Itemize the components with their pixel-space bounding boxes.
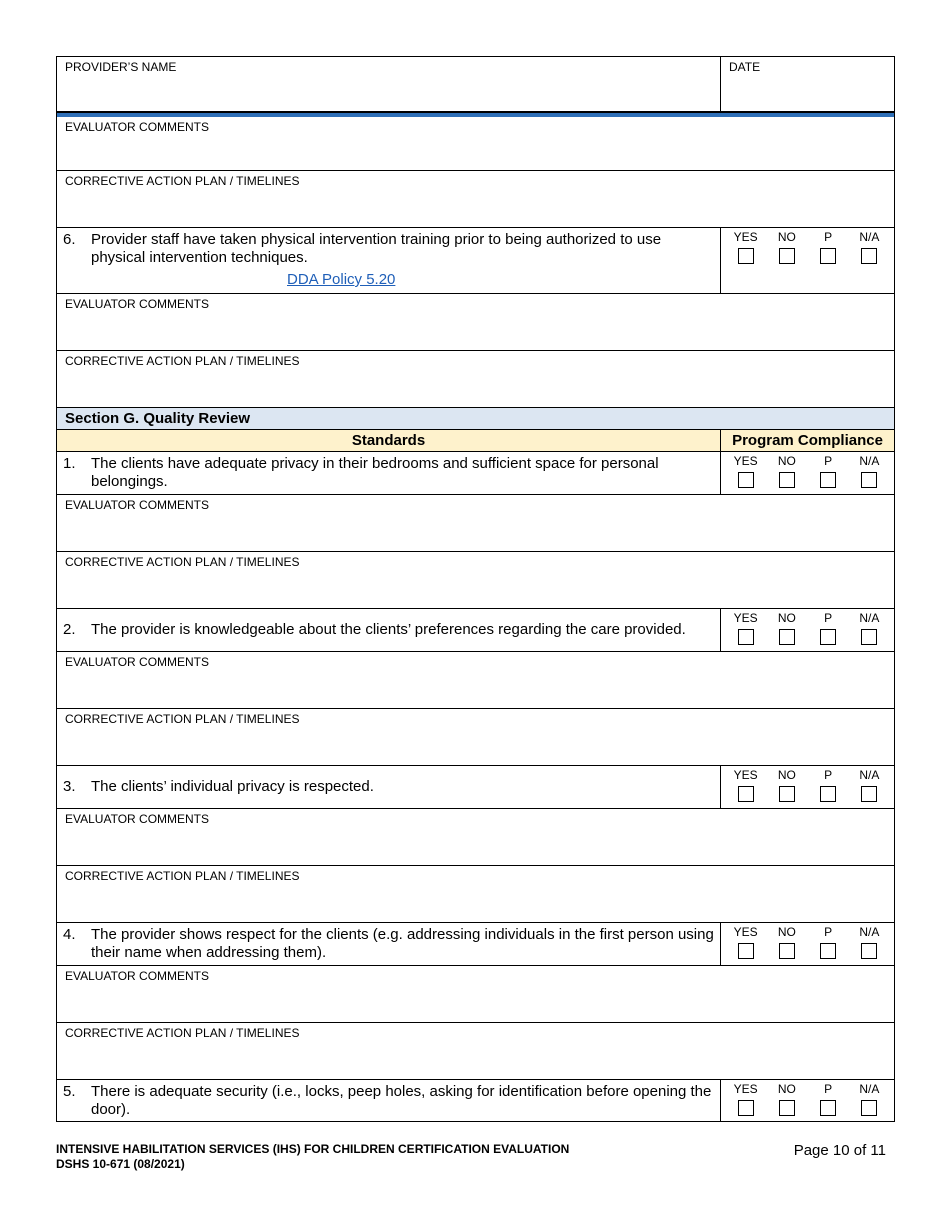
provider-name-field[interactable]	[57, 57, 721, 111]
yes-checkbox[interactable]	[738, 1100, 754, 1116]
standard-text: The clients have adequate privacy in their bedrooms and sufficient space for personal belongings.	[91, 455, 659, 490]
standard-row-6	[56, 228, 895, 294]
compliance-options	[721, 609, 894, 651]
evaluator-comments-field[interactable]	[56, 117, 895, 171]
date-label: DATE	[729, 60, 761, 74]
date-field[interactable]	[721, 57, 894, 111]
standard-number: 4.	[63, 926, 76, 943]
yes-label: YES	[733, 768, 758, 782]
standard-row-2	[56, 609, 895, 652]
na-checkbox[interactable]	[861, 629, 877, 645]
partial-label: P	[824, 768, 833, 782]
compliance-options	[721, 766, 894, 808]
standard-text-cell	[57, 228, 721, 293]
no-checkbox[interactable]	[779, 943, 795, 959]
standard-text: The provider is knowledgeable about the clients’ preferences regarding the care provided.	[91, 621, 686, 638]
no-label: NO	[777, 611, 796, 625]
partial-checkbox[interactable]	[820, 943, 836, 959]
corrective-action-label: CORRECTIVE ACTION PLAN / TIMELINES	[65, 1026, 300, 1040]
yes-label: YES	[733, 230, 758, 244]
dda-policy-link[interactable]: DDA Policy 5.20	[287, 271, 396, 288]
standard-text-cell	[57, 923, 721, 965]
na-checkbox[interactable]	[861, 248, 877, 264]
provider-name-label: PROVIDER’S NAME	[65, 60, 177, 74]
evaluator-comments-field[interactable]	[56, 652, 895, 709]
corrective-action-label: CORRECTIVE ACTION PLAN / TIMELINES	[65, 869, 300, 883]
evaluator-comments-label: EVALUATOR COMMENTS	[65, 297, 210, 311]
corrective-action-label: CORRECTIVE ACTION PLAN / TIMELINES	[65, 174, 300, 188]
evaluator-comments-field[interactable]	[56, 809, 895, 866]
na-checkbox[interactable]	[861, 943, 877, 959]
footer-title: INTENSIVE HABILITATION SERVICES (IHS) FOR CHILDREN CERTIFICATION EVALUATION	[56, 1142, 570, 1156]
standard-text: There is adequate security (i.e., locks, peep holes, asking for identification before opening the door).	[91, 1083, 712, 1118]
compliance-options	[721, 452, 894, 494]
standard-text-cell	[57, 766, 721, 808]
corrective-action-label: CORRECTIVE ACTION PLAN / TIMELINES	[65, 555, 300, 569]
yes-label: YES	[733, 611, 758, 625]
na-label: N/A	[859, 454, 880, 468]
corrective-action-field[interactable]	[56, 866, 895, 923]
partial-label: P	[824, 230, 833, 244]
standard-number: 2.	[63, 621, 76, 638]
na-label: N/A	[859, 768, 880, 782]
standard-row-3	[56, 766, 895, 809]
section-title	[56, 408, 895, 430]
yes-checkbox[interactable]	[738, 786, 754, 802]
yes-label: YES	[733, 1082, 758, 1096]
compliance-options	[721, 228, 894, 293]
evaluator-comments-field[interactable]	[56, 966, 895, 1023]
evaluator-comments-field[interactable]	[56, 495, 895, 552]
evaluator-comments-label: EVALUATOR COMMENTS	[65, 969, 210, 983]
standard-text: The provider shows respect for the clients (e.g. addressing individuals in the first person using their name when addressing them).	[91, 926, 714, 961]
standard-row-4	[56, 923, 895, 966]
partial-label: P	[824, 925, 833, 939]
partial-checkbox[interactable]	[820, 248, 836, 264]
no-checkbox[interactable]	[779, 472, 795, 488]
no-label: NO	[777, 230, 796, 244]
provider-header	[56, 56, 895, 113]
evaluator-comments-label: EVALUATOR COMMENTS	[65, 655, 210, 669]
standard-text-cell	[57, 1080, 721, 1121]
partial-checkbox[interactable]	[820, 472, 836, 488]
no-label: NO	[777, 454, 796, 468]
yes-checkbox[interactable]	[738, 248, 754, 264]
standard-number: 6.	[63, 231, 76, 248]
form-sheet	[56, 56, 895, 1122]
partial-checkbox[interactable]	[820, 1100, 836, 1116]
corrective-action-field[interactable]	[56, 351, 895, 408]
no-checkbox[interactable]	[779, 629, 795, 645]
no-checkbox[interactable]	[779, 248, 795, 264]
no-label: NO	[777, 925, 796, 939]
compliance-options	[721, 923, 894, 965]
compliance-header: Program Compliance	[732, 432, 883, 449]
standard-text: The clients’ individual privacy is respected.	[91, 778, 374, 795]
na-label: N/A	[859, 1082, 880, 1096]
standard-row-1	[56, 452, 895, 495]
evaluator-comments-label: EVALUATOR COMMENTS	[65, 120, 210, 134]
page-footer	[56, 1142, 886, 1172]
na-label: N/A	[859, 230, 880, 244]
standard-text-cell	[57, 609, 721, 651]
corrective-action-field[interactable]	[56, 552, 895, 609]
evaluator-comments-field[interactable]	[56, 294, 895, 351]
na-label: N/A	[859, 611, 880, 625]
na-label: N/A	[859, 925, 880, 939]
standards-header: Standards	[57, 430, 721, 451]
corrective-action-label: CORRECTIVE ACTION PLAN / TIMELINES	[65, 712, 300, 726]
corrective-action-label: CORRECTIVE ACTION PLAN / TIMELINES	[65, 354, 300, 368]
yes-checkbox[interactable]	[738, 629, 754, 645]
corrective-action-field[interactable]	[56, 171, 895, 228]
compliance-options	[721, 1080, 894, 1121]
no-checkbox[interactable]	[779, 1100, 795, 1116]
partial-label: P	[824, 1082, 833, 1096]
standard-number: 5.	[63, 1083, 76, 1100]
na-checkbox[interactable]	[861, 1100, 877, 1116]
corrective-action-field[interactable]	[56, 709, 895, 766]
partial-checkbox[interactable]	[820, 629, 836, 645]
yes-label: YES	[733, 925, 758, 939]
partial-label: P	[824, 454, 833, 468]
footer-form-number: DSHS 10-671 (08/2021)	[56, 1157, 185, 1171]
corrective-action-field[interactable]	[56, 1023, 895, 1080]
section-title-text: Section G. Quality Review	[65, 410, 251, 427]
standards-header-row	[56, 430, 895, 452]
partial-label: P	[824, 611, 833, 625]
standard-text-cell	[57, 452, 721, 494]
evaluator-comments-label: EVALUATOR COMMENTS	[65, 812, 210, 826]
standard-number: 1.	[63, 455, 76, 472]
na-checkbox[interactable]	[861, 472, 877, 488]
no-checkbox[interactable]	[779, 786, 795, 802]
yes-label: YES	[733, 454, 758, 468]
partial-checkbox[interactable]	[820, 786, 836, 802]
evaluator-comments-label: EVALUATOR COMMENTS	[65, 498, 210, 512]
standard-number: 3.	[63, 778, 76, 795]
page-number: Page 10 of 11	[793, 1142, 886, 1159]
yes-checkbox[interactable]	[738, 943, 754, 959]
yes-checkbox[interactable]	[738, 472, 754, 488]
standard-text: Provider staff have taken physical intervention training prior to being authorized to use physical intervention techniques.	[91, 231, 662, 266]
no-label: NO	[777, 768, 796, 782]
no-label: NO	[777, 1082, 796, 1096]
na-checkbox[interactable]	[861, 786, 877, 802]
standard-row-5	[56, 1080, 895, 1122]
